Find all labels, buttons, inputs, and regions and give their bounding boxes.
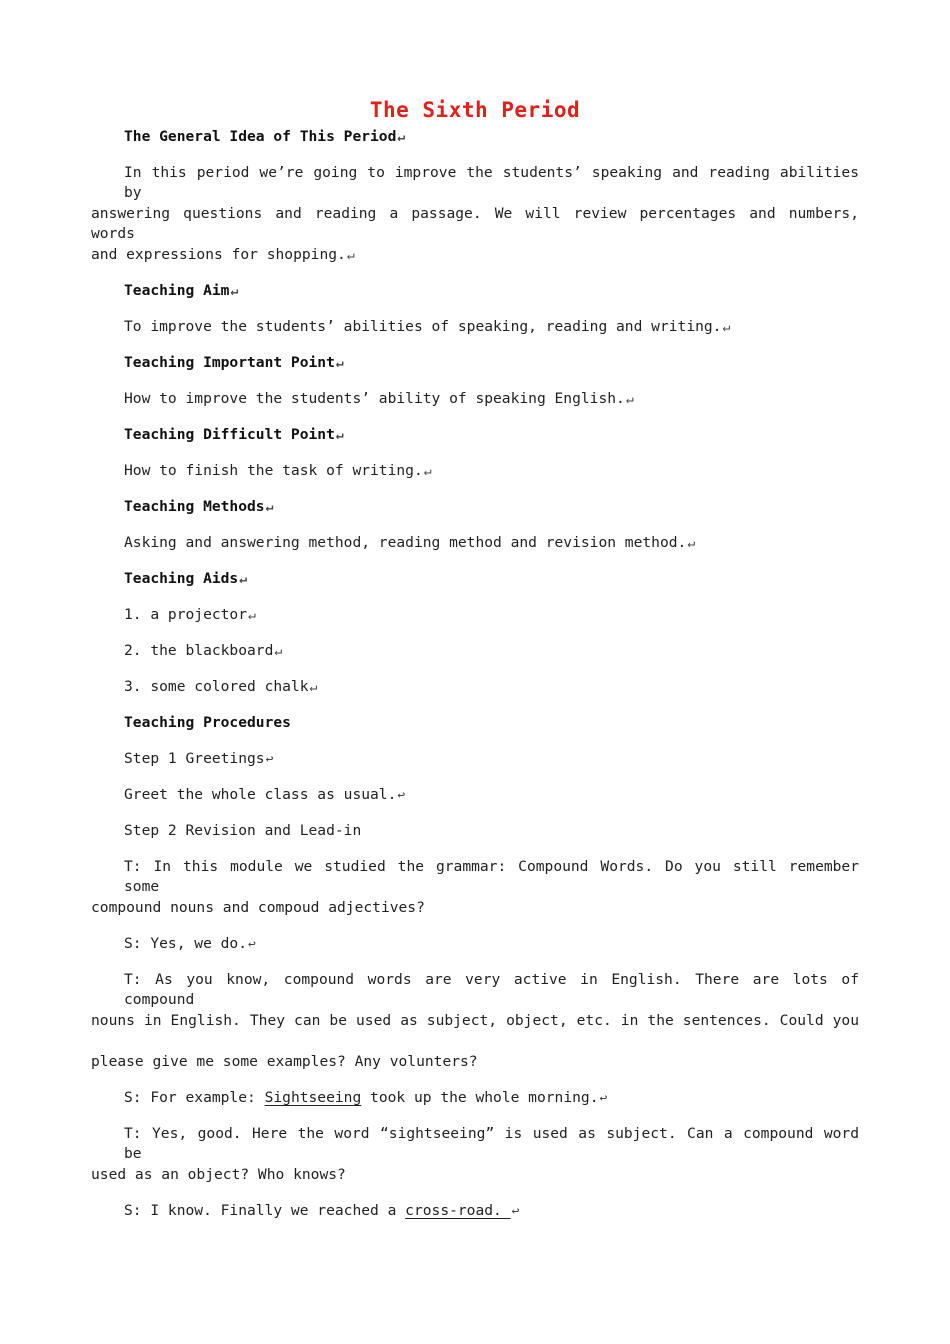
list-item-text: 3. some colored chalk <box>124 678 309 695</box>
body-text: How to finish the task of writing. <box>124 462 423 479</box>
body-text: S: Yes, we do. <box>124 935 248 952</box>
paragraph-mark: ↵ <box>687 536 696 551</box>
body-text: S: For example: <box>124 1089 265 1106</box>
step-1-text <box>124 785 405 806</box>
heading-text: The General Idea of This Period <box>124 128 397 145</box>
aids-heading <box>124 569 247 590</box>
return-mark: ↩ <box>599 1091 608 1106</box>
teacher-line-2c: please give me some examples? Any volunters? <box>91 1053 478 1070</box>
paragraph-mark: ↵ <box>274 644 283 659</box>
paragraph-mark: ↵ <box>335 428 344 443</box>
heading-text: Teaching Aim <box>124 282 230 299</box>
important-point-text <box>124 389 634 410</box>
paragraph-mark: ↵ <box>248 608 256 623</box>
body-text: S: I know. Finally we reached a <box>124 1202 406 1219</box>
teacher-line-1a: T: In this module we studied the grammar: Compound Words. Do you still remember some <box>124 858 859 895</box>
body-text: How to improve the students’ ability of speaking English. <box>124 390 625 407</box>
aids-item <box>124 677 317 698</box>
heading-text: Teaching Methods <box>124 498 265 515</box>
paragraph-mark: ↵ <box>239 572 248 587</box>
heading-text: Teaching Difficult Point <box>124 426 335 443</box>
difficult-point-heading <box>124 425 344 446</box>
teacher-line-2a: T: As you know, compound words are very active in English. There are lots of compound <box>124 971 859 1008</box>
important-point-heading <box>124 353 344 374</box>
underlined-word: cross-road. <box>405 1202 511 1219</box>
page-title: The Sixth Period <box>369 98 581 122</box>
paragraph-mark: ↵ <box>230 284 239 299</box>
paragraph-mark: ↵ <box>625 392 634 407</box>
body-text: Step 1 Greetings <box>124 750 265 767</box>
procedures-heading: Teaching Procedures <box>124 714 291 731</box>
list-item-text: 1. a projector <box>124 606 248 623</box>
paragraph-mark: ↵ <box>397 130 406 145</box>
aim-text <box>124 317 730 338</box>
general-idea-line-2: answering questions and reading a passage. We will review percentages and numbers, words <box>91 205 859 242</box>
difficult-point-text <box>124 461 432 482</box>
teacher-line-3b: used as an object? Who knows? <box>91 1166 346 1183</box>
heading-text: Teaching Important Point <box>124 354 335 371</box>
heading-text: Teaching Aids <box>124 570 239 587</box>
paragraph-mark: ↵ <box>722 320 731 335</box>
student-line-3 <box>124 1201 519 1222</box>
paragraph-mark: ↵ <box>309 680 318 695</box>
return-mark: ↩ <box>248 937 256 952</box>
aids-item <box>124 605 256 626</box>
body-text: Greet the whole class as usual. <box>124 786 397 803</box>
body-text: and expressions for shopping. <box>91 246 346 263</box>
student-line-1 <box>124 934 256 955</box>
paragraph-mark: ↵ <box>335 356 344 371</box>
methods-heading <box>124 497 273 518</box>
body-text: took up the whole morning. <box>361 1089 599 1106</box>
aim-heading <box>124 281 238 302</box>
step-1-title <box>124 749 273 770</box>
general-idea-heading <box>124 127 405 148</box>
general-idea-line-3 <box>91 245 355 266</box>
aids-item <box>124 641 282 662</box>
underlined-word: Sightseeing <box>264 1089 362 1106</box>
return-mark: ↩ <box>511 1204 520 1219</box>
general-idea-line-1: In this period we’re going to improve the students’ speaking and reading abilities by <box>124 164 859 201</box>
teacher-line-2b: nouns in English. They can be used as subject, object, etc. in the sentences. Could you <box>91 1012 859 1029</box>
return-mark: ↩ <box>397 788 406 803</box>
methods-text <box>124 533 695 554</box>
return-mark: ↩ <box>265 752 274 767</box>
step-2-title: Step 2 Revision and Lead-in <box>124 822 362 839</box>
list-item-text: 2. the blackboard <box>124 642 274 659</box>
paragraph-mark: ↵ <box>265 500 274 515</box>
teacher-line-1b: compound nouns and compoud adjectives? <box>91 899 425 916</box>
student-line-2 <box>124 1088 607 1109</box>
paragraph-mark: ↵ <box>423 464 432 479</box>
body-text: To improve the students’ abilities of speaking, reading and writing. <box>124 318 722 335</box>
paragraph-mark: ↵ <box>346 248 355 263</box>
teacher-line-3a: T: Yes, good. Here the word “sightseeing” is used as subject. Can a compound word be <box>124 1125 859 1162</box>
body-text: Asking and answering method, reading method and revision method. <box>124 534 687 551</box>
